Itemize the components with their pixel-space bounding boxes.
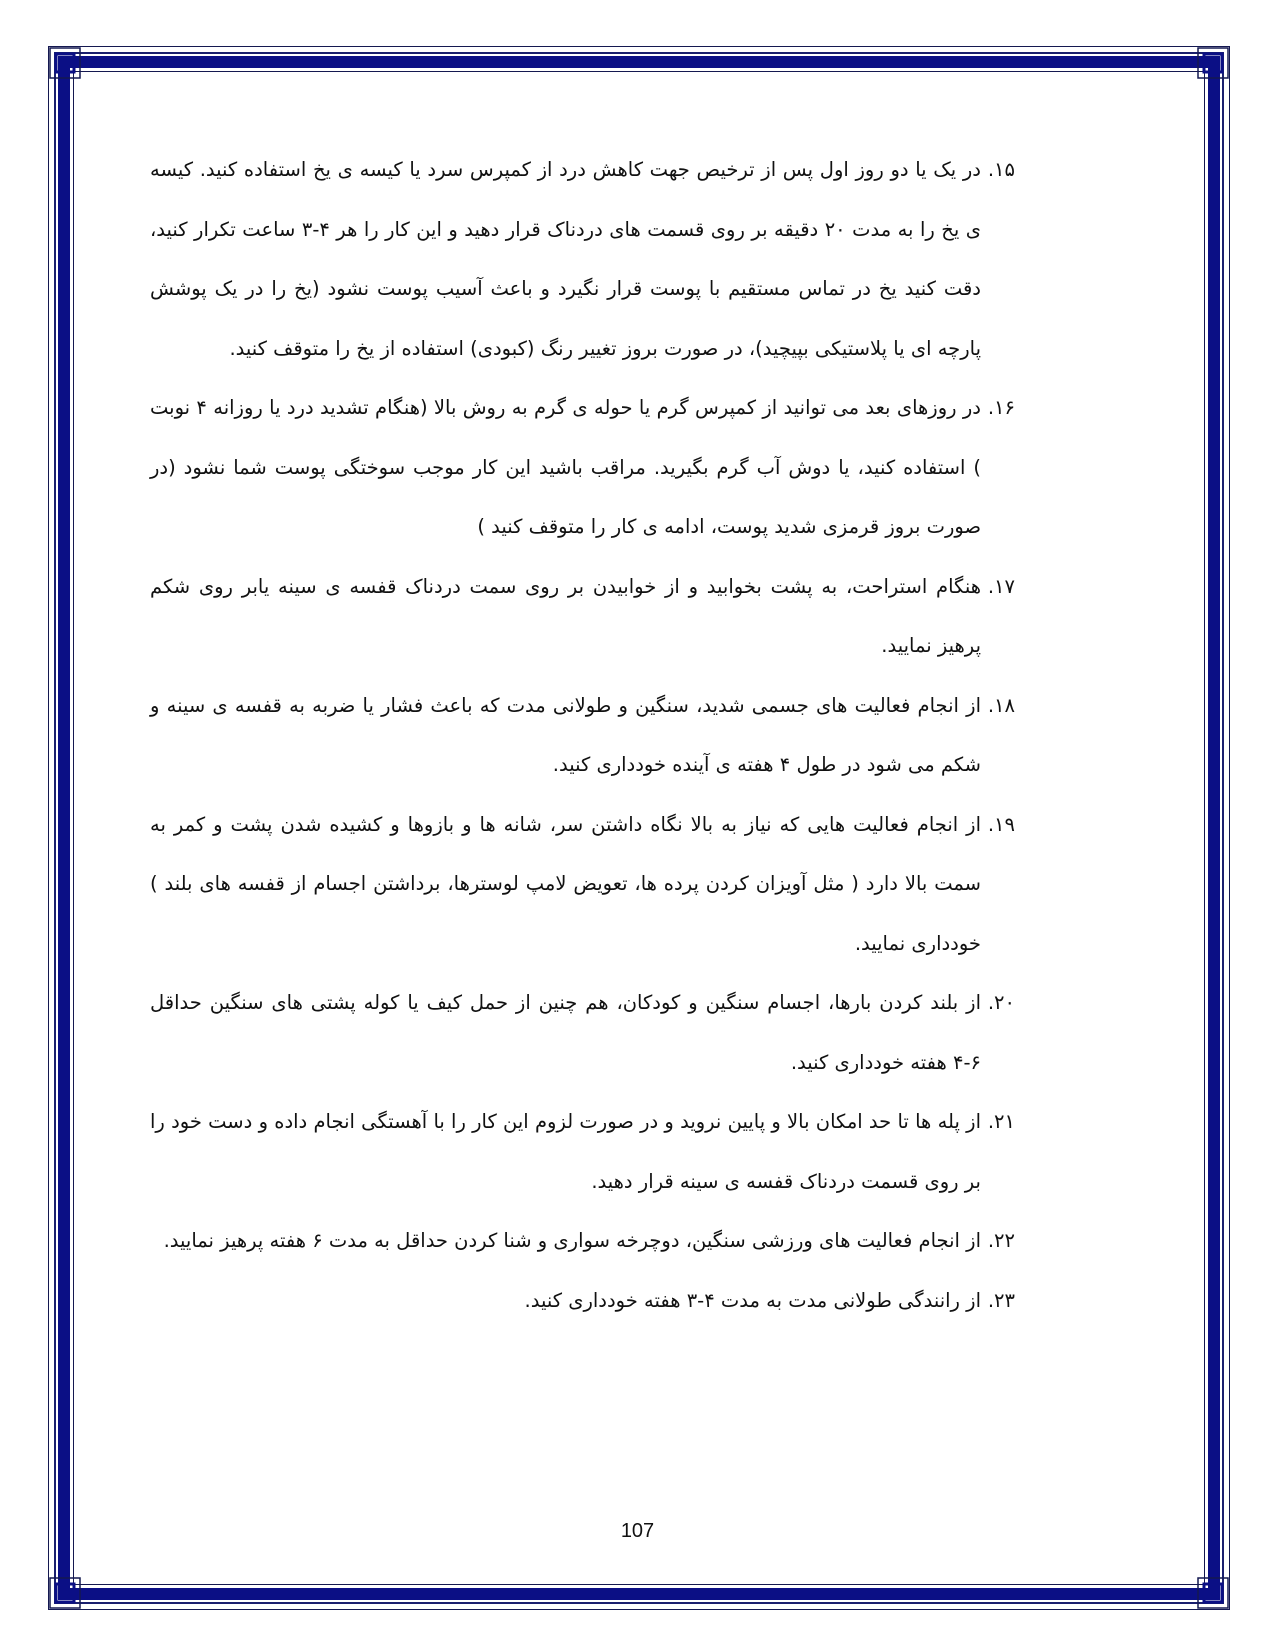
item-number: ۲۳.	[987, 1288, 1015, 1312]
list-item	[150, 140, 1015, 378]
frame-corner-ornament-bottom-left	[48, 1576, 82, 1610]
item-text: هنگام استراحت، به پشت بخوابید و از خوابیدن بر روی سمت دردناک قفسه ی سینه یابر روی شکم پرهیز نمایید.	[150, 574, 981, 657]
item-number: ۱۹.	[987, 812, 1015, 836]
item-number: ۲۰.	[987, 991, 1015, 1014]
item-text: در یک یا دو روز اول پس از ترخیص جهت کاهش درد از کمپرس سرد یا کیسه ی یخ استفاده کنید. کیسه ی یخ را به مدت ۲۰ دقیقه بر روی قسمت های دردناک قرار دهید و این کار را هر ۴-۳ ساعت تکرار کنید، دقت کنید یخ در تماس مستقیم با پوست قرار نگیرد و باعث آسیب پوست نشود (یخ را در یک پوشش پارچه ای یا پلاستیکی بپیچید)، در صورت بروز تغییر رنگ (کبودی) استفاده از یخ را متوقف کنید.	[150, 158, 981, 360]
item-text: از رانندگی طولانی مدت به مدت ۴-۳ هفته خودداری کنید.	[524, 1288, 981, 1312]
instruction-list	[150, 140, 1015, 1330]
item-text: از انجام فعالیت هایی که نیاز به بالا نگاه داشتن سر، شانه ها و بازوها و کشیده شدن پشت و کمر به سمت بالا دارد ( مثل آویزان کردن پرده ها، تعویض لامپ لوسترها، برداشتن اجسام از قفسه های بلند ) خودداری نمایید.	[150, 812, 981, 955]
item-number: ۲۲.	[987, 1229, 1015, 1252]
list-item	[150, 795, 1015, 974]
list-item	[150, 378, 1015, 557]
item-number: ۱۶.	[987, 396, 1015, 419]
list-item	[150, 676, 1015, 795]
frame-corner-ornament-top-right	[1196, 46, 1230, 80]
list-item	[150, 973, 1015, 1092]
item-text: از پله ها تا حد امکان بالا و پایین نروید و در صورت لزوم این کار را با آهستگی انجام داده و دست خود را بر روی قسمت دردناک قفسه ی سینه قرار دهید.	[150, 1110, 981, 1193]
frame-corner-ornament-bottom-right	[1196, 1576, 1230, 1610]
item-number: ۱۷.	[987, 574, 1015, 598]
item-text: از انجام فعالیت های ورزشی سنگین، دوچرخه سواری و شنا کردن حداقل به مدت ۶ هفته پرهیز نمایید.	[163, 1229, 981, 1252]
item-text: از انجام فعالیت های جسمی شدید، سنگین و طولانی مدت که باعث فشار یا ضربه به قفسه ی سینه و شکم می شود در طول ۴ هفته ی آینده خودداری کنید.	[150, 693, 981, 776]
page-number: 107	[620, 1520, 655, 1542]
item-number: ۱۵.	[987, 158, 1015, 181]
item-number: ۲۱.	[987, 1110, 1015, 1133]
item-text: در روزهای بعد می توانید از کمپرس گرم یا حوله ی گرم به روش بالا (هنگام تشدید درد یا روزانه ۴ نوبت ) استفاده کنید، یا دوش آب گرم بگیرید. مراقب باشید این کار موجب سوختگی پوست شما نشود (در صورت بروز قرمزی شدید پوست، ادامه ی کار را متوقف کنید )	[150, 396, 981, 538]
item-number: ۱۸.	[987, 693, 1015, 717]
list-item	[150, 1092, 1015, 1211]
list-item	[150, 1211, 1015, 1271]
item-text: از بلند کردن بارها، اجسام سنگین و کودکان، هم چنین از حمل کیف یا کوله پشتی های سنگین حداقل ۶-۴ هفته خودداری کنید.	[150, 991, 981, 1074]
frame-corner-ornament-top-left	[48, 46, 82, 80]
list-item	[150, 557, 1015, 676]
list-item	[150, 1271, 1015, 1331]
